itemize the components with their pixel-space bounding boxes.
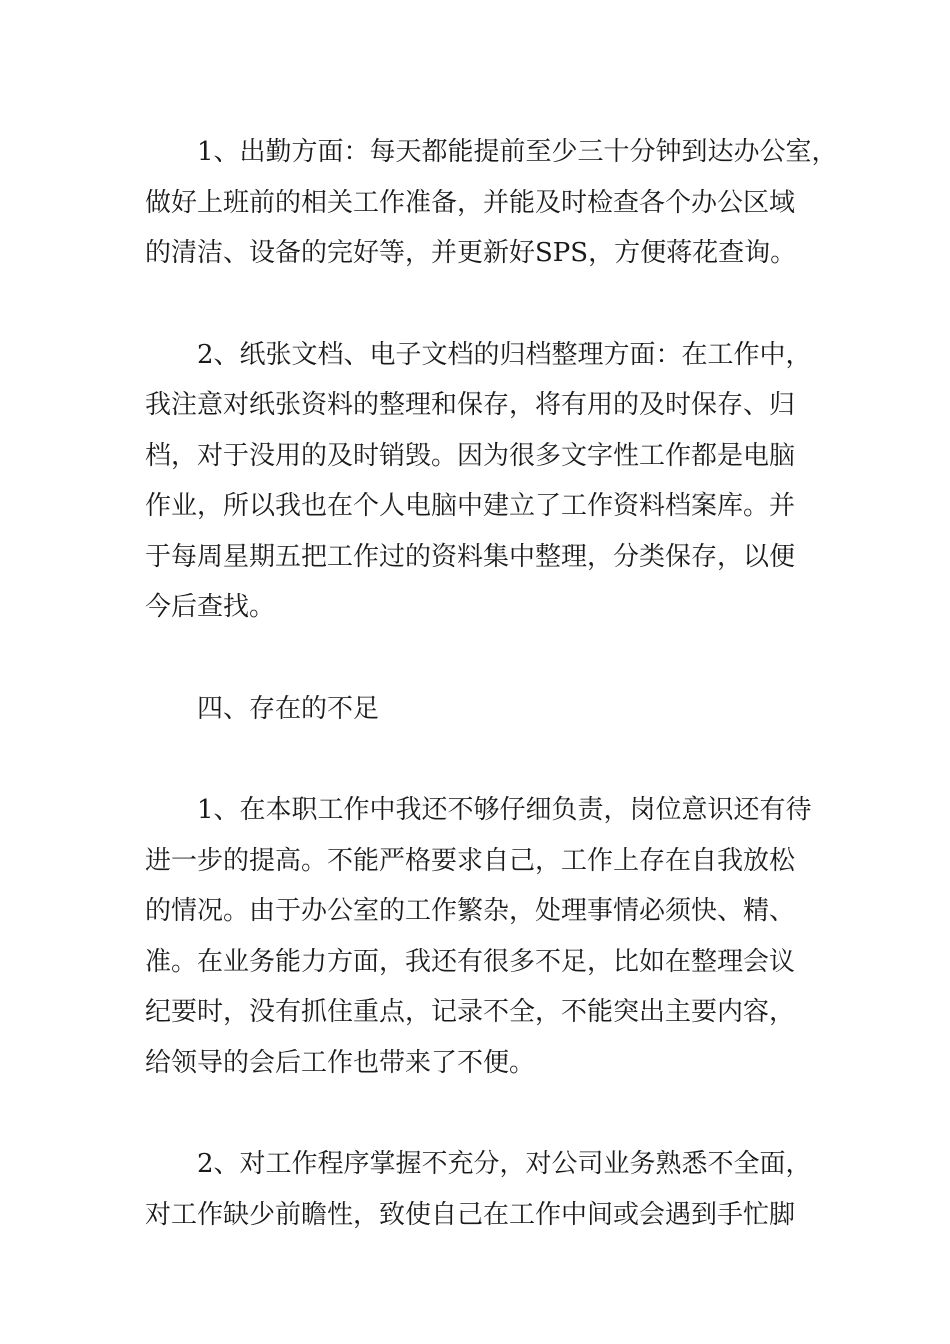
paragraph-line: 纪要时，没有抓住重点，记录不全，不能突出主要内容， [145, 997, 796, 1027]
paragraph-attendance [145, 127, 838, 279]
paragraph-line: 做好上班前的相关工作准备，并能及时检查各个办公区域 [145, 187, 796, 218]
paragraph-line: 进一步的提高。不能严格要求自己，工作上存在自我放松 [145, 845, 796, 876]
paragraph-line: 档，对于没用的及时销毁。因为很多文字性工作都是电脑 [145, 440, 796, 471]
paragraph-line: 1、在本职工作中我还不够仔细负责，岗位意识还有待 [197, 795, 812, 825]
paragraph-line: 的情况。由于办公室的工作繁杂，处理事情必须快、精、 [145, 896, 796, 926]
paragraph-line: 1、出勤方面：每天都能提前至少三十分钟到达办公室， [197, 137, 838, 167]
document-body [145, 127, 838, 1240]
paragraph-line: 2、纸张文档、电子文档的归档整理方面：在工作中， [197, 339, 812, 370]
paragraph-archiving [145, 330, 810, 633]
paragraph-line: 的清洁、设备的完好等，并更新好SPS，方便蒋花查询。 [145, 238, 797, 268]
paragraph-line: 2、对工作程序掌握不充分，对公司业务熟悉不全面， [197, 1149, 812, 1179]
paragraph-procedures [145, 1139, 810, 1240]
paragraph-line: 给领导的会后工作也带来了不便。 [145, 1047, 536, 1078]
paragraph-line: 作业，所以我也在个人电脑中建立了工作资料档案库。并 [145, 491, 796, 521]
paragraph-line: 我注意对纸张资料的整理和保存，将有用的及时保存、归 [145, 390, 796, 420]
paragraph-line: 对工作缺少前瞻性，致使自己在工作中间或会遇到手忙脚 [145, 1199, 796, 1230]
paragraph-line: 今后查找。 [145, 592, 276, 622]
paragraph-line: 于每周星期五把工作过的资料集中整理，分类保存，以便 [145, 541, 796, 572]
paragraph-line: 准。在业务能力方面，我还有很多不足，比如在整理会议 [145, 946, 796, 977]
section-heading: 四、存在的不足 [197, 693, 380, 724]
paragraph-responsibility [145, 785, 810, 1088]
